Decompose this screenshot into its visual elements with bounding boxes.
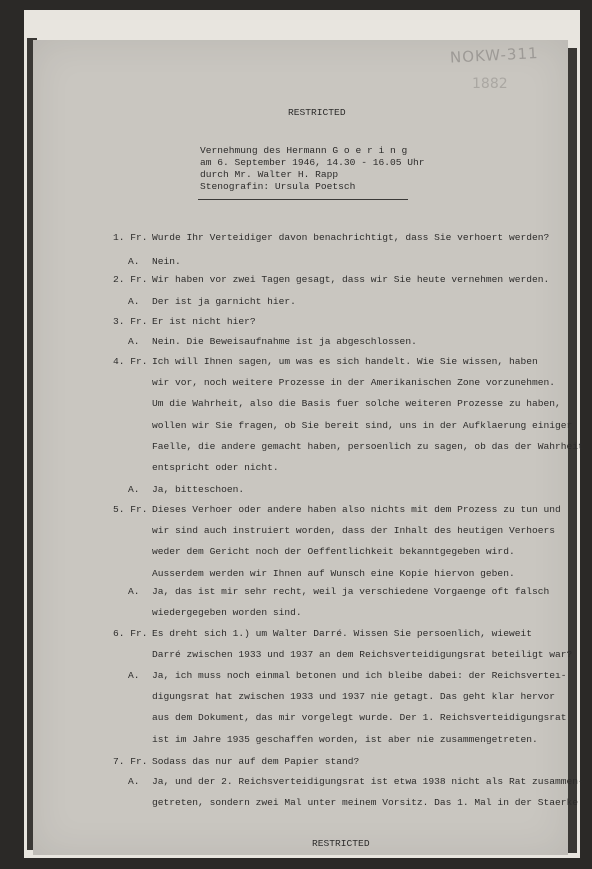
header-line: durch Mr. Walter H. Rapp	[200, 169, 339, 180]
answer-text-line: Ja, und der 2. Reichsverteidigungsrat ist etwa 1938 nicht als Rat zusammen-	[152, 776, 584, 787]
question-text-line: Er ist nicht hier?	[152, 316, 256, 327]
header-line: Vernehmung des Hermann G o e r i n g	[200, 145, 408, 156]
question-text-line: Sodass das nur auf dem Papier stand?	[152, 756, 360, 767]
answer-marker: A.	[128, 296, 140, 307]
question-number: 6. Fr.	[113, 628, 148, 639]
header-line: Stenografin: Ursula Poetsch	[200, 181, 356, 192]
classification-footer: RESTRICTED	[312, 838, 370, 849]
question-text-line: wir sind auch instruiert worden, dass der Inhalt des heutigen Verhoers	[152, 525, 556, 537]
answer-text-line: Nein. Die Beweisaufnahme ist ja abgeschlossen.	[152, 336, 417, 347]
answer-text-line: getreten, sondern zwei Mal unter meinem Vorsitz. Das 1. Mal in der Staerke	[152, 797, 579, 809]
answer-marker: A.	[128, 256, 140, 267]
answer-text-line: Ja, bitteschoen.	[152, 484, 245, 495]
question-number: 2. Fr.	[113, 274, 148, 285]
question-text-line: weder dem Gericht noch der Oeffentlichkeit bekanntgegeben wird.	[152, 546, 515, 558]
answer-text-line: ist im Jahre 1935 geschaffen worden, ist aber nie zusammengetreten.	[152, 733, 538, 745]
question-text-line: entspricht oder nicht.	[152, 462, 279, 473]
archive-stamp: NOKW-311	[449, 43, 539, 67]
question-text-line: wir vor, noch weitere Prozesse in der Amerikanischen Zone vorzunehmen.	[152, 377, 556, 389]
question-number: 3. Fr.	[113, 316, 148, 327]
question-text-line: Es dreht sich 1.) um Walter Darré. Wissen Sie persoenlich, wieweit	[152, 628, 532, 639]
question-text-line: Ich will Ihnen sagen, um was es sich handelt. Wie Sie wissen, haben	[152, 356, 538, 367]
answer-marker: A.	[128, 670, 140, 681]
question-text-line: Ausserdem werden wir Ihnen auf Wunsch eine Kopie hiervon geben.	[152, 567, 515, 579]
answer-text-line: Der ist ja garnicht hier.	[152, 296, 296, 307]
question-text-line: Wurde Ihr Verteidiger davon benachrichtigt, dass Sie verhoert werden?	[152, 232, 550, 243]
answer-marker: A.	[128, 586, 140, 597]
question-text-line: Wir haben vor zwei Tagen gesagt, dass wir Sie heute vernehmen werden.	[152, 274, 550, 285]
header-underline	[198, 199, 408, 200]
answer-marker: A.	[128, 776, 140, 787]
question-text-line: Dieses Verhoer oder andere haben also nichts mit dem Prozess zu tun und	[152, 504, 561, 515]
answer-text-line: wiedergegeben worden sind.	[152, 607, 302, 619]
header-line: am 6. September 1946, 14.30 - 16.05 Uhr	[200, 157, 425, 168]
answer-text-line: Nein.	[152, 256, 181, 267]
question-text-line: Um die Wahrheit, also die Basis fuer solche weiteren Prozesse zu haben,	[152, 398, 561, 410]
archive-stamp-secondary: 1882	[472, 76, 508, 92]
question-number: 7. Fr.	[113, 756, 148, 767]
question-number: 4. Fr.	[113, 356, 148, 367]
answer-text-line: aus dem Dokument, das mir vorgelegt wurde. Der 1. Reichsverteidigungsrat	[152, 712, 567, 724]
question-text-line: Darré zwischen 1933 und 1937 an dem Reichsverteidigungsrat beteiligt war?	[152, 649, 573, 661]
question-text-line: wollen wir Sie fragen, ob Sie bereit sind, uns in der Aufklaerung einiger	[152, 419, 573, 431]
answer-text-line: Ja, das ist mir sehr recht, weil ja verschiedene Vorgaenge oft falsch	[152, 586, 550, 597]
question-number: 1. Fr.	[113, 232, 148, 243]
answer-text-line: digungsrat hat zwischen 1933 und 1937 nie getagt. Das geht klar hervor	[152, 691, 556, 703]
classification-header: RESTRICTED	[288, 107, 346, 118]
question-number: 5. Fr.	[113, 504, 148, 515]
answer-marker: A.	[128, 336, 140, 347]
answer-text-line: Ja, ich muss noch einmal betonen und ich bleibe dabei: der Reichsverteı-	[152, 670, 567, 681]
answer-marker: A.	[128, 484, 140, 495]
question-text-line: Faelle, die andere gemacht haben, persoenlich zu sagen, ob das der Wahrheit	[152, 440, 584, 452]
